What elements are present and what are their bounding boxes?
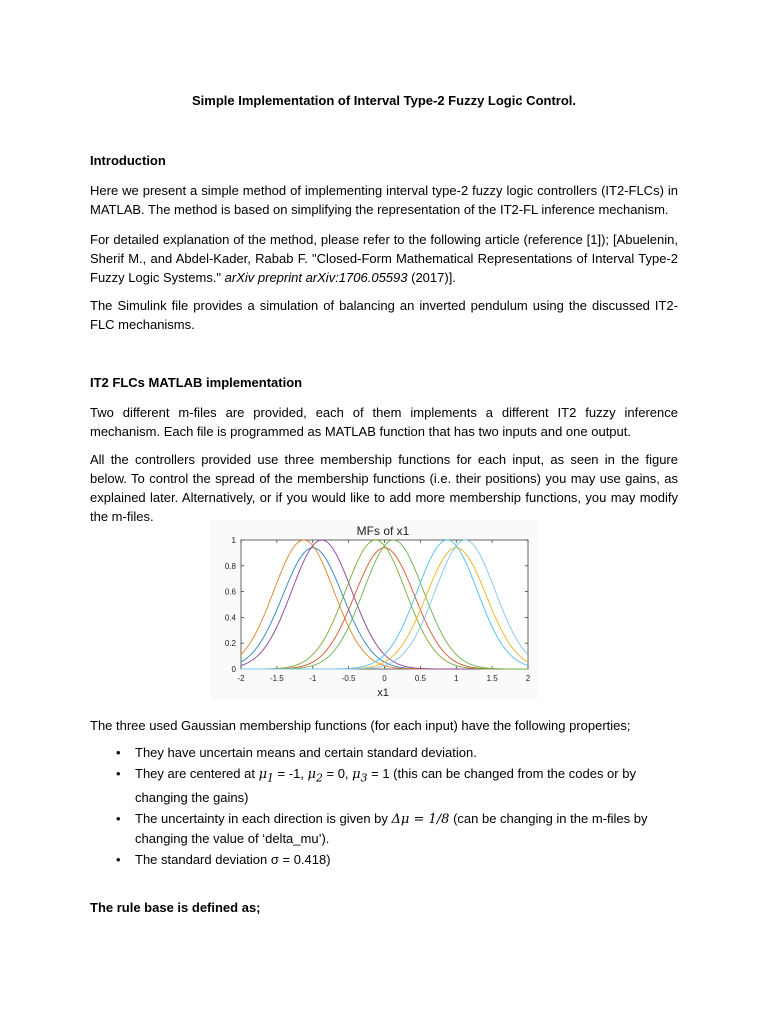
document-title: Simple Implementation of Interval Type-2 Fuzzy Logic Control. [191,93,577,108]
y-tick-label: 1 [231,536,236,545]
rules-heading: The rule base is defined as; [90,900,261,915]
x-tick-label: 0 [382,674,387,683]
bullet-text: = 1 (this can be changed from the codes or by changing the gains) [135,766,636,805]
x-tick-label: -0.5 [341,674,356,683]
x-tick-label: 2 [525,674,531,683]
mu-symbol: μ [258,767,268,782]
bullet-text: = -1, [273,766,308,781]
bullet-text: = 0, [322,766,353,781]
bullet-text: The standard deviation σ = 0.418) [135,851,331,867]
reference-citation: arXiv preprint arXiv:1706.05593 [224,270,408,285]
properties-list [90,743,690,871]
impl-paragraph-1: Two different m-files are provided, each of them implements a different IT2 fuzzy inference mechanism. Each file is programmed as MATLAB function that has two inputs and one output. [90,405,678,439]
properties-intro: The three used Gaussian membership functions (for each input) have the following properties; [90,718,631,733]
x-tick-label: -2 [237,674,245,683]
intro-p2-year: (2017)]. [407,270,456,285]
intro-paragraph-3: The Simulink file provides a simulation of balancing an inverted pendulum using the discussed IT2-FLC mechanisms. [90,298,678,332]
mu-subscript: 2 [315,771,323,785]
y-tick-label: 0 [231,665,236,674]
chart-title: MFs of x1 [356,524,410,538]
x-tick-label: 1.5 [486,674,498,683]
intro-paragraph-1: Here we present a simple method of implementing interval type-2 fuzzy logic controllers (IT2-FLCs) in MATLAB. The method is based on simplifying the representation of the IT2-FL inference mechanism. [90,183,678,217]
impl-paragraph-2: All the controllers provided use three membership functions for each input, as seen in the figure below. To control the spread of the membership functions (i.e. their positions) you may use gains, as explained later. Alternatively, or if you would like to add more membership functions, you may modify the m-files. [90,452,678,524]
intro-heading: Introduction [90,153,166,168]
delta-mu-formula: Δμ = 1/8 [391,811,450,827]
list-item: • The standard deviation σ = 0.418) [116,851,331,867]
bullet-text: The uncertainty in each direction is given by [135,810,392,826]
y-tick-label: 0.8 [224,561,236,571]
y-tick-label: 0.2 [224,639,236,649]
plot-area [241,540,528,669]
mf-figure [211,520,537,700]
bullet-text: (can be changing in the m-files by changing the value of ‘delta_mu’). [135,810,648,846]
mu-subscript: 3 [360,771,368,785]
list-item: • They have uncertain means and certain standard deviation. [116,745,477,760]
bullet-text: They have uncertain means and certain standard deviation. [135,745,477,760]
mu-symbol: μ [352,767,361,782]
intro-paragraph-2 [90,230,678,287]
intro-p2-text: For detailed explanation of the method, please refer to the following article (reference [1]); [Abuelenin, Sherif M., and Abdel-Kader, Rabab F. "Closed-Form Mathematical Representations of Interval Type-2 Fuzzy Logic Systems." [90,232,678,285]
x-tick-label: 0.5 [414,674,426,683]
mu-symbol: μ [307,767,316,782]
chart-xlabel: x1 [377,687,389,699]
y-tick-label: 0.4 [224,613,236,623]
mu-subscript: 1 [267,771,274,785]
x-tick-label: -1 [309,674,317,683]
mf-chart [211,520,537,700]
bullet-text: They are centered at [135,766,259,781]
impl-heading: IT2 FLCs MATLAB implementation [90,375,303,390]
x-tick-label: 1 [454,674,459,683]
list-item: • They are centered at $\mu_1 = -1$, $\mu_2 = 0$, $\mu_3 = 1$ (this can be changed from the codes or by changing the gains) [116,766,636,805]
y-tick-label: 0.6 [224,587,236,597]
list-item: • The uncertainty in each direction is given by Δμ = 1/8 (can be changing in the m-files by changing the value of ‘delta_mu’). [116,810,648,846]
x-tick-label: -1.5 [269,674,284,683]
